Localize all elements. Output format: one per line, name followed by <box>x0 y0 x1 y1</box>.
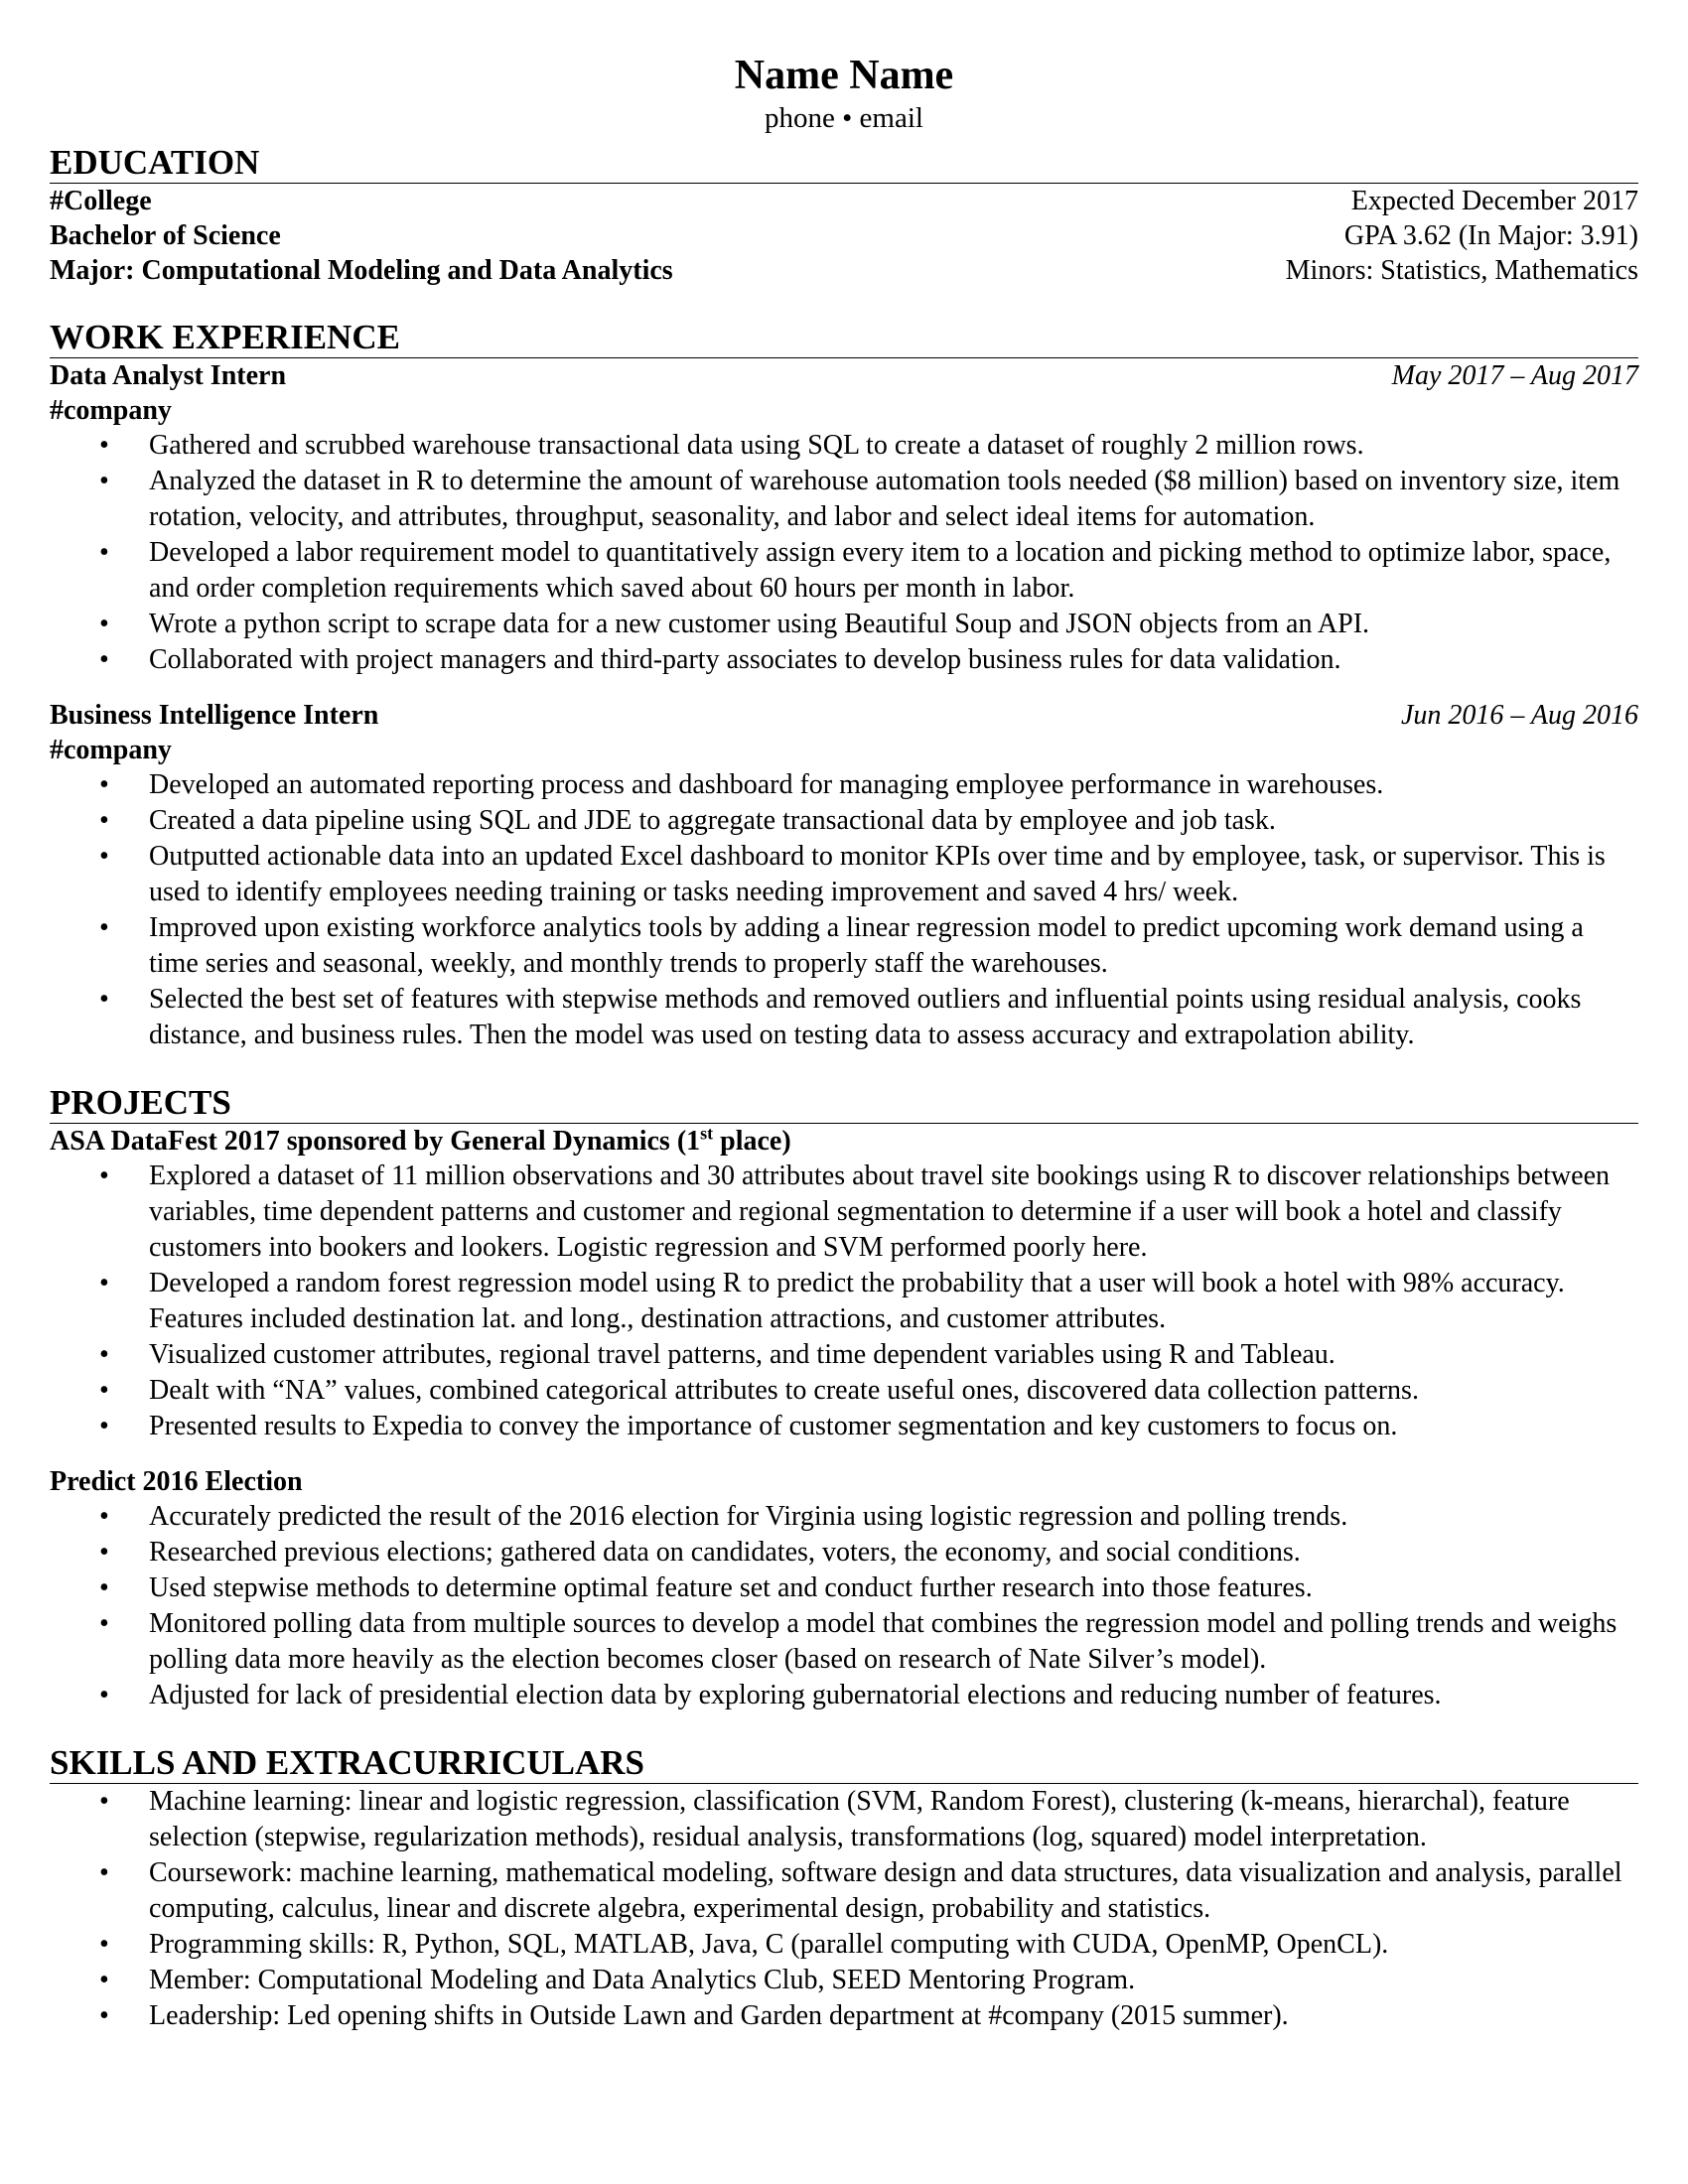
list-item: • Researched previous elections; gathered data on candidates, voters, the economy, and social conditions. <box>149 1535 1638 1570</box>
projects-section <box>50 1083 1638 1713</box>
list-item: • Adjusted for lack of presidential election data by exploring gubernatorial elections and reducing number of features. <box>149 1678 1638 1713</box>
list-item: • Member: Computational Modeling and Data Analytics Club, SEED Mentoring Program. <box>149 1963 1638 1998</box>
list-item: • Wrote a python script to scrape data for a new customer using Beautiful Soup and JSON objects from an API. <box>149 607 1638 642</box>
college-name: #College <box>50 186 152 216</box>
major: Major: Computational Modeling and Data Analytics <box>50 255 673 286</box>
list-item: • Dealt with “NA” values, combined categorical attributes to create useful ones, discovered data collection patterns. <box>149 1373 1638 1409</box>
gpa: GPA 3.62 (In Major: 3.91) <box>1343 220 1638 251</box>
projects-heading: PROJECTS <box>50 1083 1638 1124</box>
project-title: ASA DataFest 2017 sponsored by General Dynamics (1st place) <box>50 1123 791 1157</box>
company-name: #company <box>50 735 172 765</box>
education-row <box>50 218 1638 253</box>
work-experience-heading: WORK EXPERIENCE <box>50 318 1638 358</box>
job-entry <box>50 698 1638 1053</box>
job-dates: May 2017 – Aug 2017 <box>1391 360 1638 391</box>
graduation-date: Expected December 2017 <box>1350 186 1638 216</box>
list-item: • Monitored polling data from multiple sources to develop a model that combines the regression model and polling trends and weighs polling data more heavily as the election becomes closer (based on research of Nate Silver’s model). <box>149 1606 1638 1678</box>
list-item: • Explored a dataset of 11 million observations and 30 attributes about travel site bookings using R to discover relationships between variables, time dependent patterns and customer and regional segmentation to determine if a user will book a hotel and classify customers into bookers and lookers. Logistic regression and SVM performed poorly here. <box>149 1159 1638 1266</box>
degree: Bachelor of Science <box>50 220 281 251</box>
education-section <box>50 143 1638 288</box>
project-entry <box>50 1124 1638 1444</box>
contact-info: phone • email <box>765 102 923 134</box>
list-item: • Visualized customer attributes, regional travel patterns, and time dependent variables using R and Tableau. <box>149 1337 1638 1373</box>
minors: Minors: Statistics, Mathematics <box>1285 255 1638 286</box>
list-item: • Accurately predicted the result of the 2016 election for Virginia using logistic regression and polling trends. <box>149 1499 1638 1535</box>
job-title: Data Analyst Intern <box>50 360 287 391</box>
job-bullets <box>50 428 1638 678</box>
job-dates: Jun 2016 – Aug 2016 <box>1400 700 1638 731</box>
project-bullets <box>50 1159 1638 1444</box>
list-item: • Coursework: machine learning, mathematical modeling, software design and data structures, data visualization and analysis, parallel computing, calculus, linear and discrete algebra, experimental design, probability and statistics. <box>149 1855 1638 1927</box>
list-item: • Gathered and scrubbed warehouse transactional data using SQL to create a dataset of roughly 2 million rows. <box>149 428 1638 464</box>
job-title: Business Intelligence Intern <box>50 700 379 731</box>
skills-bullets <box>50 1784 1638 2034</box>
list-item: • Improved upon existing workforce analytics tools by adding a linear regression model to predict upcoming work demand using a time series and seasonal, weekly, and monthly trends to properly staff the warehouses. <box>149 910 1638 982</box>
list-item: • Developed a random forest regression model using R to predict the probability that a user will book a hotel with 98% accuracy. Features included destination lat. and long., destination attractions, and customer attributes. <box>149 1266 1638 1337</box>
education-row <box>50 253 1638 288</box>
list-item: • Used stepwise methods to determine optimal feature set and conduct further research into those features. <box>149 1570 1638 1606</box>
skills-section <box>50 1743 1638 2034</box>
list-item: • Developed a labor requirement model to quantitatively assign every item to a location and picking method to optimize labor, space, and order completion requirements which saved about 60 hours per month in labor. <box>149 535 1638 607</box>
education-row <box>50 184 1638 218</box>
list-item: • Created a data pipeline using SQL and JDE to aggregate transactional data by employee and job task. <box>149 803 1638 839</box>
project-entry <box>50 1464 1638 1713</box>
company-name: #company <box>50 395 172 426</box>
education-heading: EDUCATION <box>50 143 1638 184</box>
job-bullets <box>50 767 1638 1053</box>
list-item: • Presented results to Expedia to convey the importance of customer segmentation and key customers to focus on. <box>149 1409 1638 1444</box>
list-item: • Leadership: Led opening shifts in Outside Lawn and Garden department at #company (2015 summer). <box>149 1998 1638 2034</box>
project-title: Predict 2016 Election <box>50 1466 303 1497</box>
list-item: • Collaborated with project managers and third-party associates to develop business rules for data validation. <box>149 642 1638 678</box>
project-bullets <box>50 1499 1638 1713</box>
work-experience-section <box>50 318 1638 1053</box>
candidate-name: Name Name <box>734 53 954 98</box>
list-item: • Selected the best set of features with stepwise methods and removed outliers and influential points using residual analysis, cooks distance, and business rules. Then the model was used on testing data to assess accuracy and extrapolation ability. <box>149 982 1638 1053</box>
skills-heading: SKILLS AND EXTRACURRICULARS <box>50 1743 1638 1784</box>
list-item: • Programming skills: R, Python, SQL, MATLAB, Java, C (parallel computing with CUDA, OpenMP, OpenCL). <box>149 1927 1638 1963</box>
list-item: • Machine learning: linear and logistic regression, classification (SVM, Random Forest), clustering (k-means, hierarchal), feature selection (stepwise, regularization methods), residual analysis, transformations (log, squared) model interpretation. <box>149 1784 1638 1855</box>
resume-page <box>50 50 1638 2034</box>
job-entry <box>50 358 1638 678</box>
list-item: • Developed an automated reporting process and dashboard for managing employee performance in warehouses. <box>149 767 1638 803</box>
list-item: • Analyzed the dataset in R to determine the amount of warehouse automation tools needed ($8 million) based on inventory size, item rotation, velocity, and attributes, throughput, seasonality, and labor and select ideal items for automation. <box>149 464 1638 535</box>
list-item: • Outputted actionable data into an updated Excel dashboard to monitor KPIs over time and by employee, task, or supervisor. This is used to identify employees needing training or tasks needing improvement and saved 4 hrs/ week. <box>149 839 1638 910</box>
